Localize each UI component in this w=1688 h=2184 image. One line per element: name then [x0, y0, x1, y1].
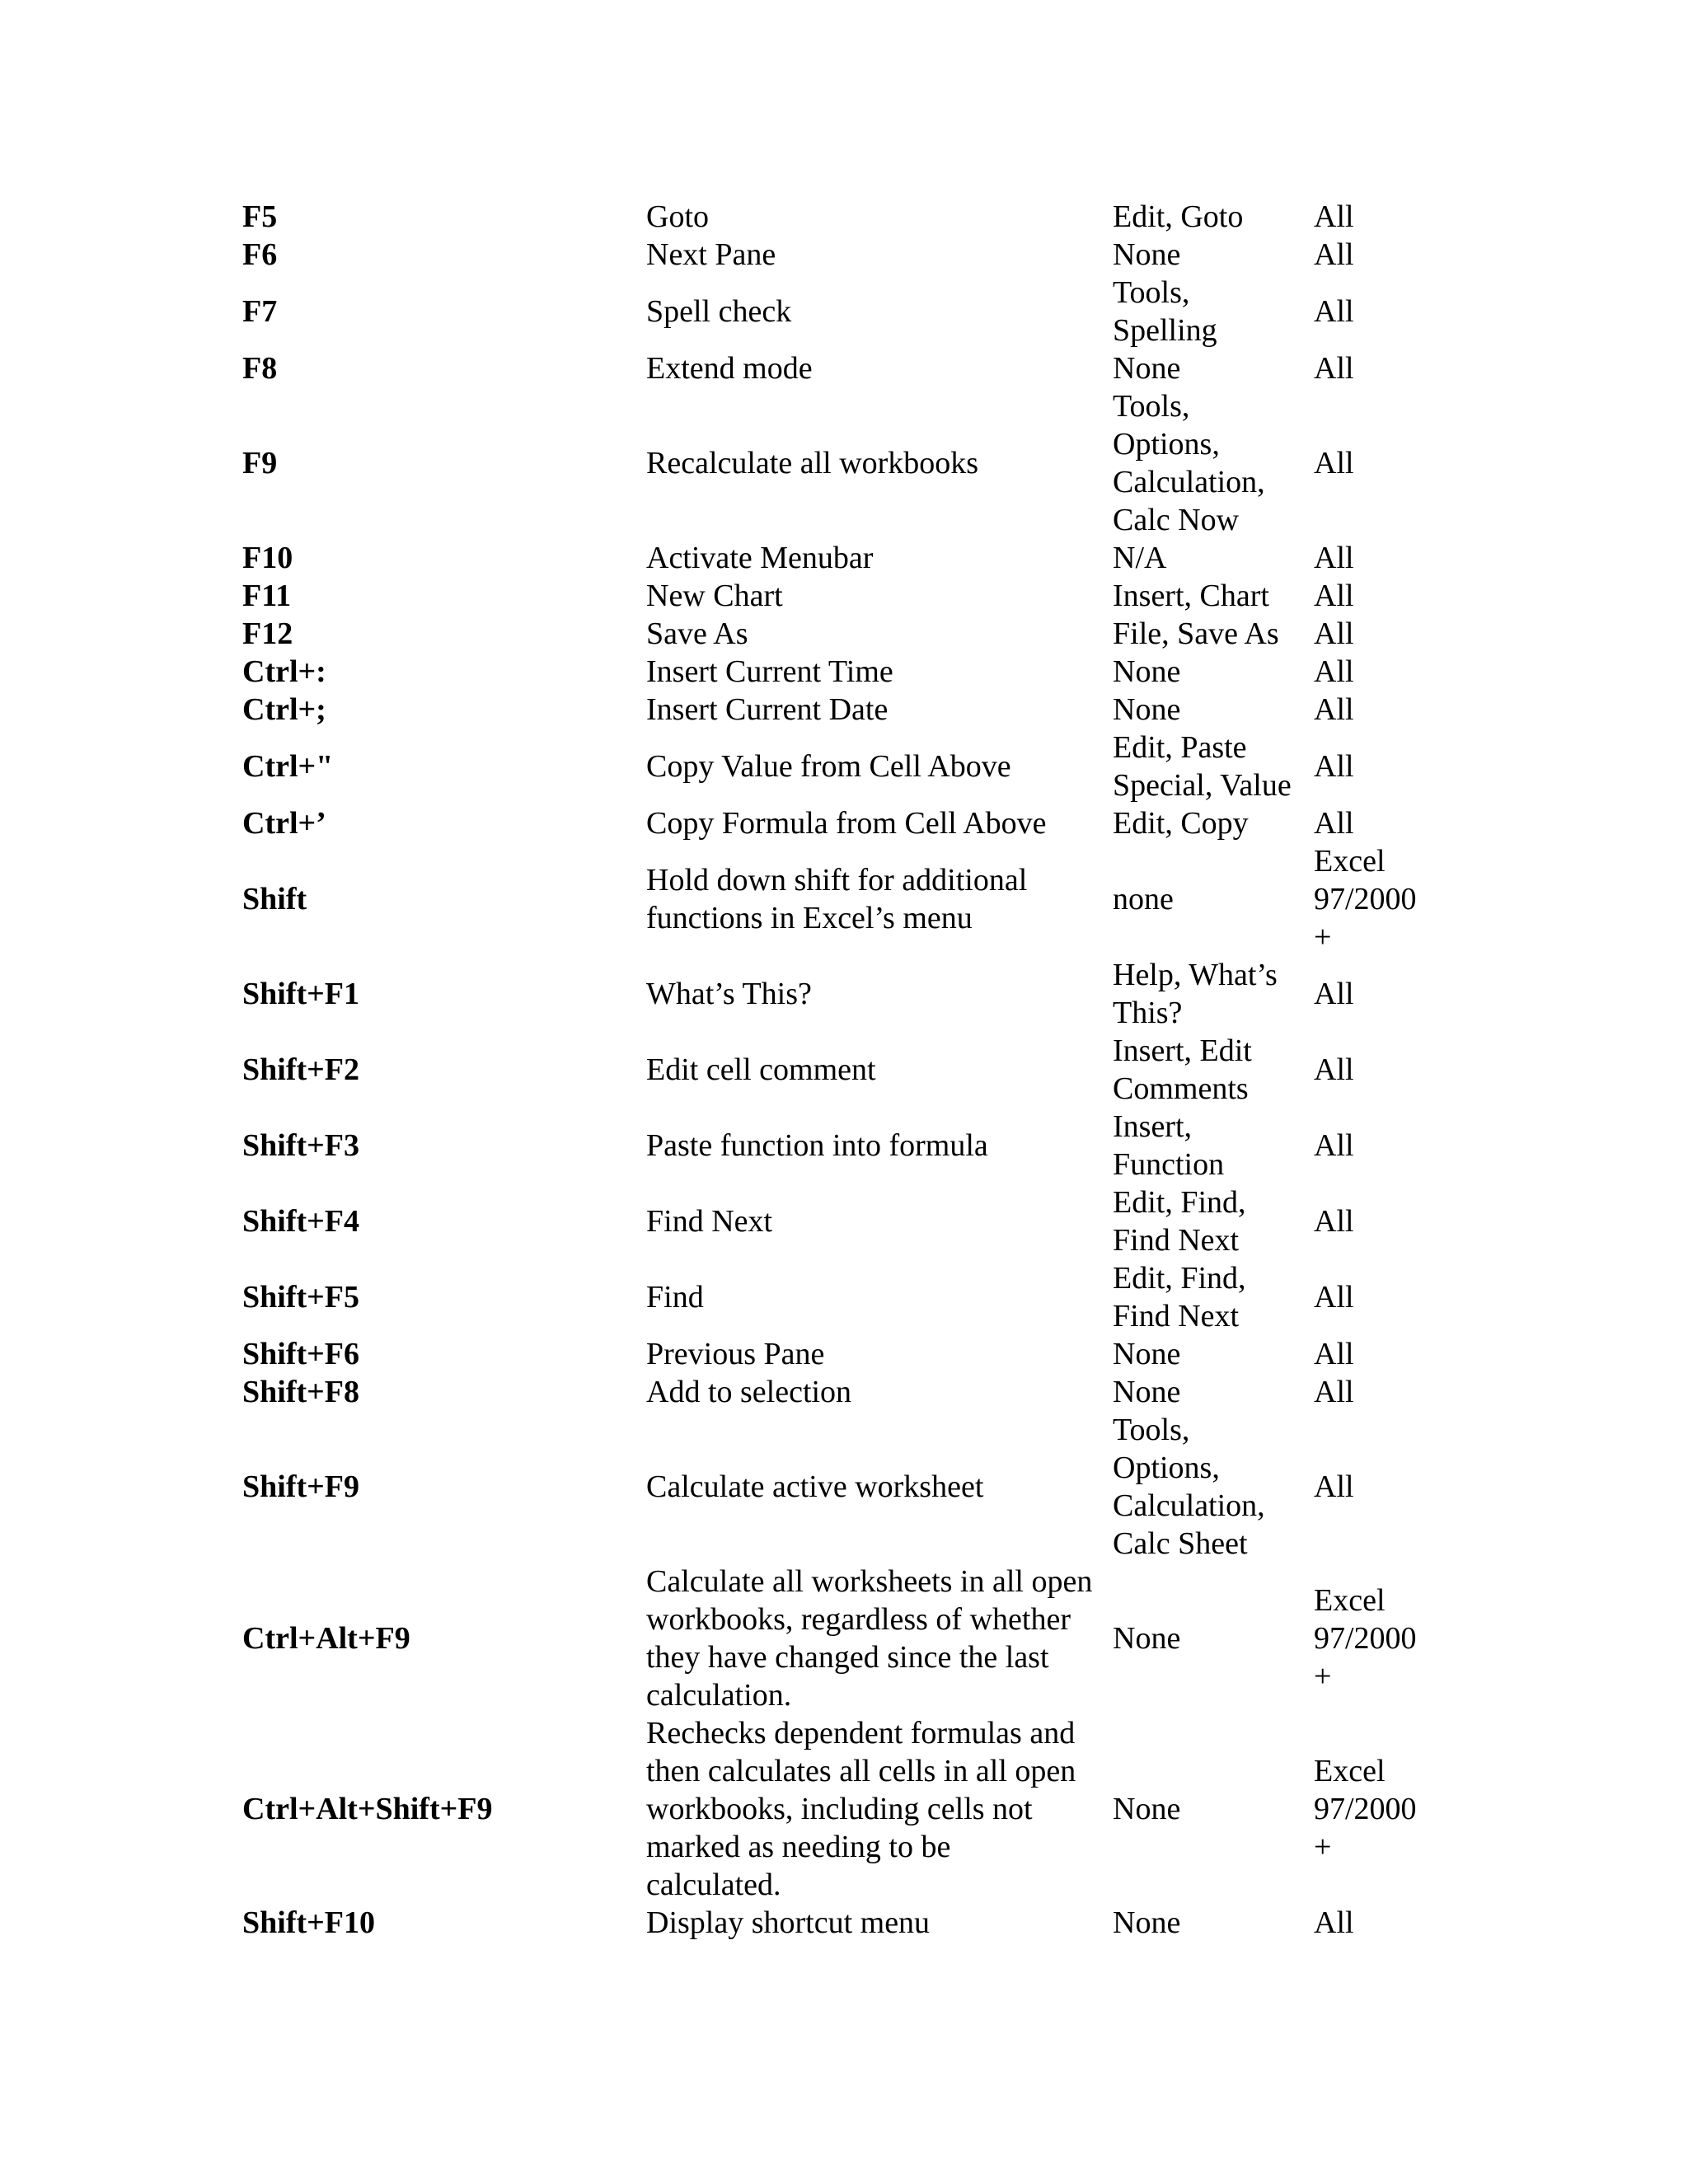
version-availability: All	[1314, 1905, 1354, 1940]
version-availability: All	[1314, 294, 1354, 329]
version-availability: All	[1314, 806, 1354, 841]
action-description: Add to selection	[646, 1375, 852, 1409]
version-availability: Excel 97/2000 +	[1314, 844, 1417, 954]
action-description: Next Pane	[646, 237, 776, 272]
version-availability: All	[1314, 1469, 1354, 1504]
shortcut-key: F10	[242, 541, 293, 575]
table-row	[242, 1563, 1454, 1714]
shortcut-key: Ctrl+"	[242, 749, 334, 784]
version-availability: All	[1314, 351, 1354, 386]
menu-equivalent: None	[1113, 1337, 1181, 1371]
table-row	[242, 577, 1454, 615]
action-description: Calculate active worksheet	[646, 1469, 984, 1504]
action-description: Find	[646, 1280, 704, 1315]
version-availability: All	[1314, 446, 1354, 480]
menu-equivalent: None	[1113, 692, 1181, 727]
version-availability: All	[1314, 1204, 1354, 1239]
menu-equivalent: None	[1113, 1905, 1181, 1940]
shortcut-key: Shift+F1	[242, 977, 359, 1011]
menu-equivalent: Insert, Function	[1113, 1109, 1225, 1182]
version-availability: All	[1314, 1375, 1354, 1409]
version-availability: All	[1314, 1280, 1354, 1315]
shortcut-key: F11	[242, 579, 292, 613]
version-availability: All	[1314, 692, 1354, 727]
menu-equivalent: Tools, Spelling	[1113, 275, 1217, 348]
shortcut-key: F8	[242, 351, 278, 386]
shortcut-table	[242, 198, 1454, 1942]
shortcut-key: Shift+F10	[242, 1905, 375, 1940]
action-description: What’s This?	[646, 977, 812, 1011]
table-row	[242, 1259, 1454, 1335]
action-description: Hold down shift for additional functions in Excel’s menu	[646, 863, 1028, 935]
shortcut-key: F12	[242, 616, 293, 651]
table-row	[242, 653, 1454, 691]
shortcut-key: Ctrl+Alt+Shift+F9	[242, 1792, 493, 1826]
menu-equivalent: none	[1113, 882, 1174, 916]
table-row	[242, 1904, 1454, 1942]
version-availability: All	[1314, 541, 1354, 575]
shortcut-key: Ctrl+Alt+F9	[242, 1621, 410, 1656]
table-row	[242, 615, 1454, 653]
action-description: Paste function into formula	[646, 1128, 988, 1163]
version-availability: All	[1314, 1337, 1354, 1371]
shortcut-table-body	[242, 198, 1454, 1942]
action-description: Copy Value from Cell Above	[646, 749, 1011, 784]
action-description: Calculate all worksheets in all open workbooks, regardless of whether they have changed since the last calculation.	[646, 1564, 1093, 1713]
menu-equivalent: Edit, Goto	[1113, 199, 1244, 234]
shortcut-key: F7	[242, 294, 278, 329]
table-row	[242, 1335, 1454, 1373]
menu-equivalent: Edit, Find, Find Next	[1113, 1261, 1246, 1333]
menu-equivalent: N/A	[1113, 541, 1167, 575]
version-availability: All	[1314, 654, 1354, 689]
table-row	[242, 198, 1454, 236]
menu-equivalent: Help, What’s This?	[1113, 958, 1278, 1030]
table-row	[242, 956, 1454, 1032]
menu-equivalent: Edit, Paste Special, Value	[1113, 730, 1292, 803]
shortcut-key: F6	[242, 237, 278, 272]
version-availability: All	[1314, 199, 1354, 234]
action-description: New Chart	[646, 579, 783, 613]
menu-equivalent: Insert, Edit Comments	[1113, 1033, 1252, 1106]
action-description: Extend mode	[646, 351, 813, 386]
shortcut-key: Shift+F2	[242, 1052, 359, 1087]
menu-equivalent: None	[1113, 1792, 1181, 1826]
shortcut-key: F5	[242, 199, 278, 234]
menu-equivalent: None	[1113, 237, 1181, 272]
menu-equivalent: File, Save As	[1113, 616, 1279, 651]
menu-equivalent: Edit, Find, Find Next	[1113, 1185, 1246, 1258]
table-row	[242, 1108, 1454, 1183]
action-description: Copy Formula from Cell Above	[646, 806, 1047, 841]
action-description: Display shortcut menu	[646, 1905, 931, 1940]
table-row	[242, 349, 1454, 387]
menu-equivalent: None	[1113, 654, 1181, 689]
table-row	[242, 804, 1454, 842]
shortcut-key: Ctrl+:	[242, 654, 326, 689]
table-row	[242, 1183, 1454, 1259]
action-description: Activate Menubar	[646, 541, 874, 575]
version-availability: All	[1314, 579, 1354, 613]
table-row	[242, 387, 1454, 539]
shortcut-key: Shift+F8	[242, 1375, 359, 1409]
menu-equivalent: Tools, Options, Calculation, Calc Now	[1113, 389, 1265, 537]
shortcut-key: Shift+F3	[242, 1128, 359, 1163]
table-row	[242, 1411, 1454, 1563]
version-availability: All	[1314, 237, 1354, 272]
version-availability: All	[1314, 749, 1354, 784]
action-description: Find Next	[646, 1204, 773, 1239]
table-row	[242, 842, 1454, 956]
shortcut-key: Shift+F4	[242, 1204, 359, 1239]
table-row	[242, 729, 1454, 804]
version-availability: All	[1314, 616, 1354, 651]
action-description: Insert Current Time	[646, 654, 893, 689]
version-availability: All	[1314, 1052, 1354, 1087]
menu-equivalent: Insert, Chart	[1113, 579, 1269, 613]
shortcut-key: F9	[242, 446, 278, 480]
table-row	[242, 1714, 1454, 1904]
action-description: Insert Current Date	[646, 692, 889, 727]
table-row	[242, 274, 1454, 349]
action-description: Previous Pane	[646, 1337, 825, 1371]
table-row	[242, 1032, 1454, 1108]
shortcut-key: Ctrl+’	[242, 806, 326, 841]
action-description: Spell check	[646, 294, 792, 329]
shortcut-key: Shift	[242, 882, 307, 916]
table-row	[242, 691, 1454, 729]
table-row	[242, 539, 1454, 577]
table-row	[242, 236, 1454, 274]
action-description: Save As	[646, 616, 748, 651]
menu-equivalent: None	[1113, 1375, 1181, 1409]
menu-equivalent: Edit, Copy	[1113, 806, 1249, 841]
menu-equivalent: None	[1113, 351, 1181, 386]
table-row	[242, 1373, 1454, 1411]
shortcut-key: Shift+F5	[242, 1280, 359, 1315]
menu-equivalent: Tools, Options, Calculation, Calc Sheet	[1113, 1413, 1265, 1561]
action-description: Goto	[646, 199, 709, 234]
shortcut-key: Ctrl+;	[242, 692, 326, 727]
version-availability: All	[1314, 977, 1354, 1011]
version-availability: Excel 97/2000 +	[1314, 1754, 1417, 1864]
shortcut-key: Shift+F6	[242, 1337, 359, 1371]
action-description: Recalculate all workbooks	[646, 446, 979, 480]
menu-equivalent: None	[1113, 1621, 1181, 1656]
version-availability: All	[1314, 1128, 1354, 1163]
action-description: Edit cell comment	[646, 1052, 876, 1087]
document-page	[242, 198, 1454, 1942]
action-description: Rechecks dependent formulas and then calculates all cells in all open workbooks, including cells not marked as needing to be calculated.	[646, 1716, 1076, 1902]
shortcut-key: Shift+F9	[242, 1469, 359, 1504]
version-availability: Excel 97/2000 +	[1314, 1583, 1417, 1694]
